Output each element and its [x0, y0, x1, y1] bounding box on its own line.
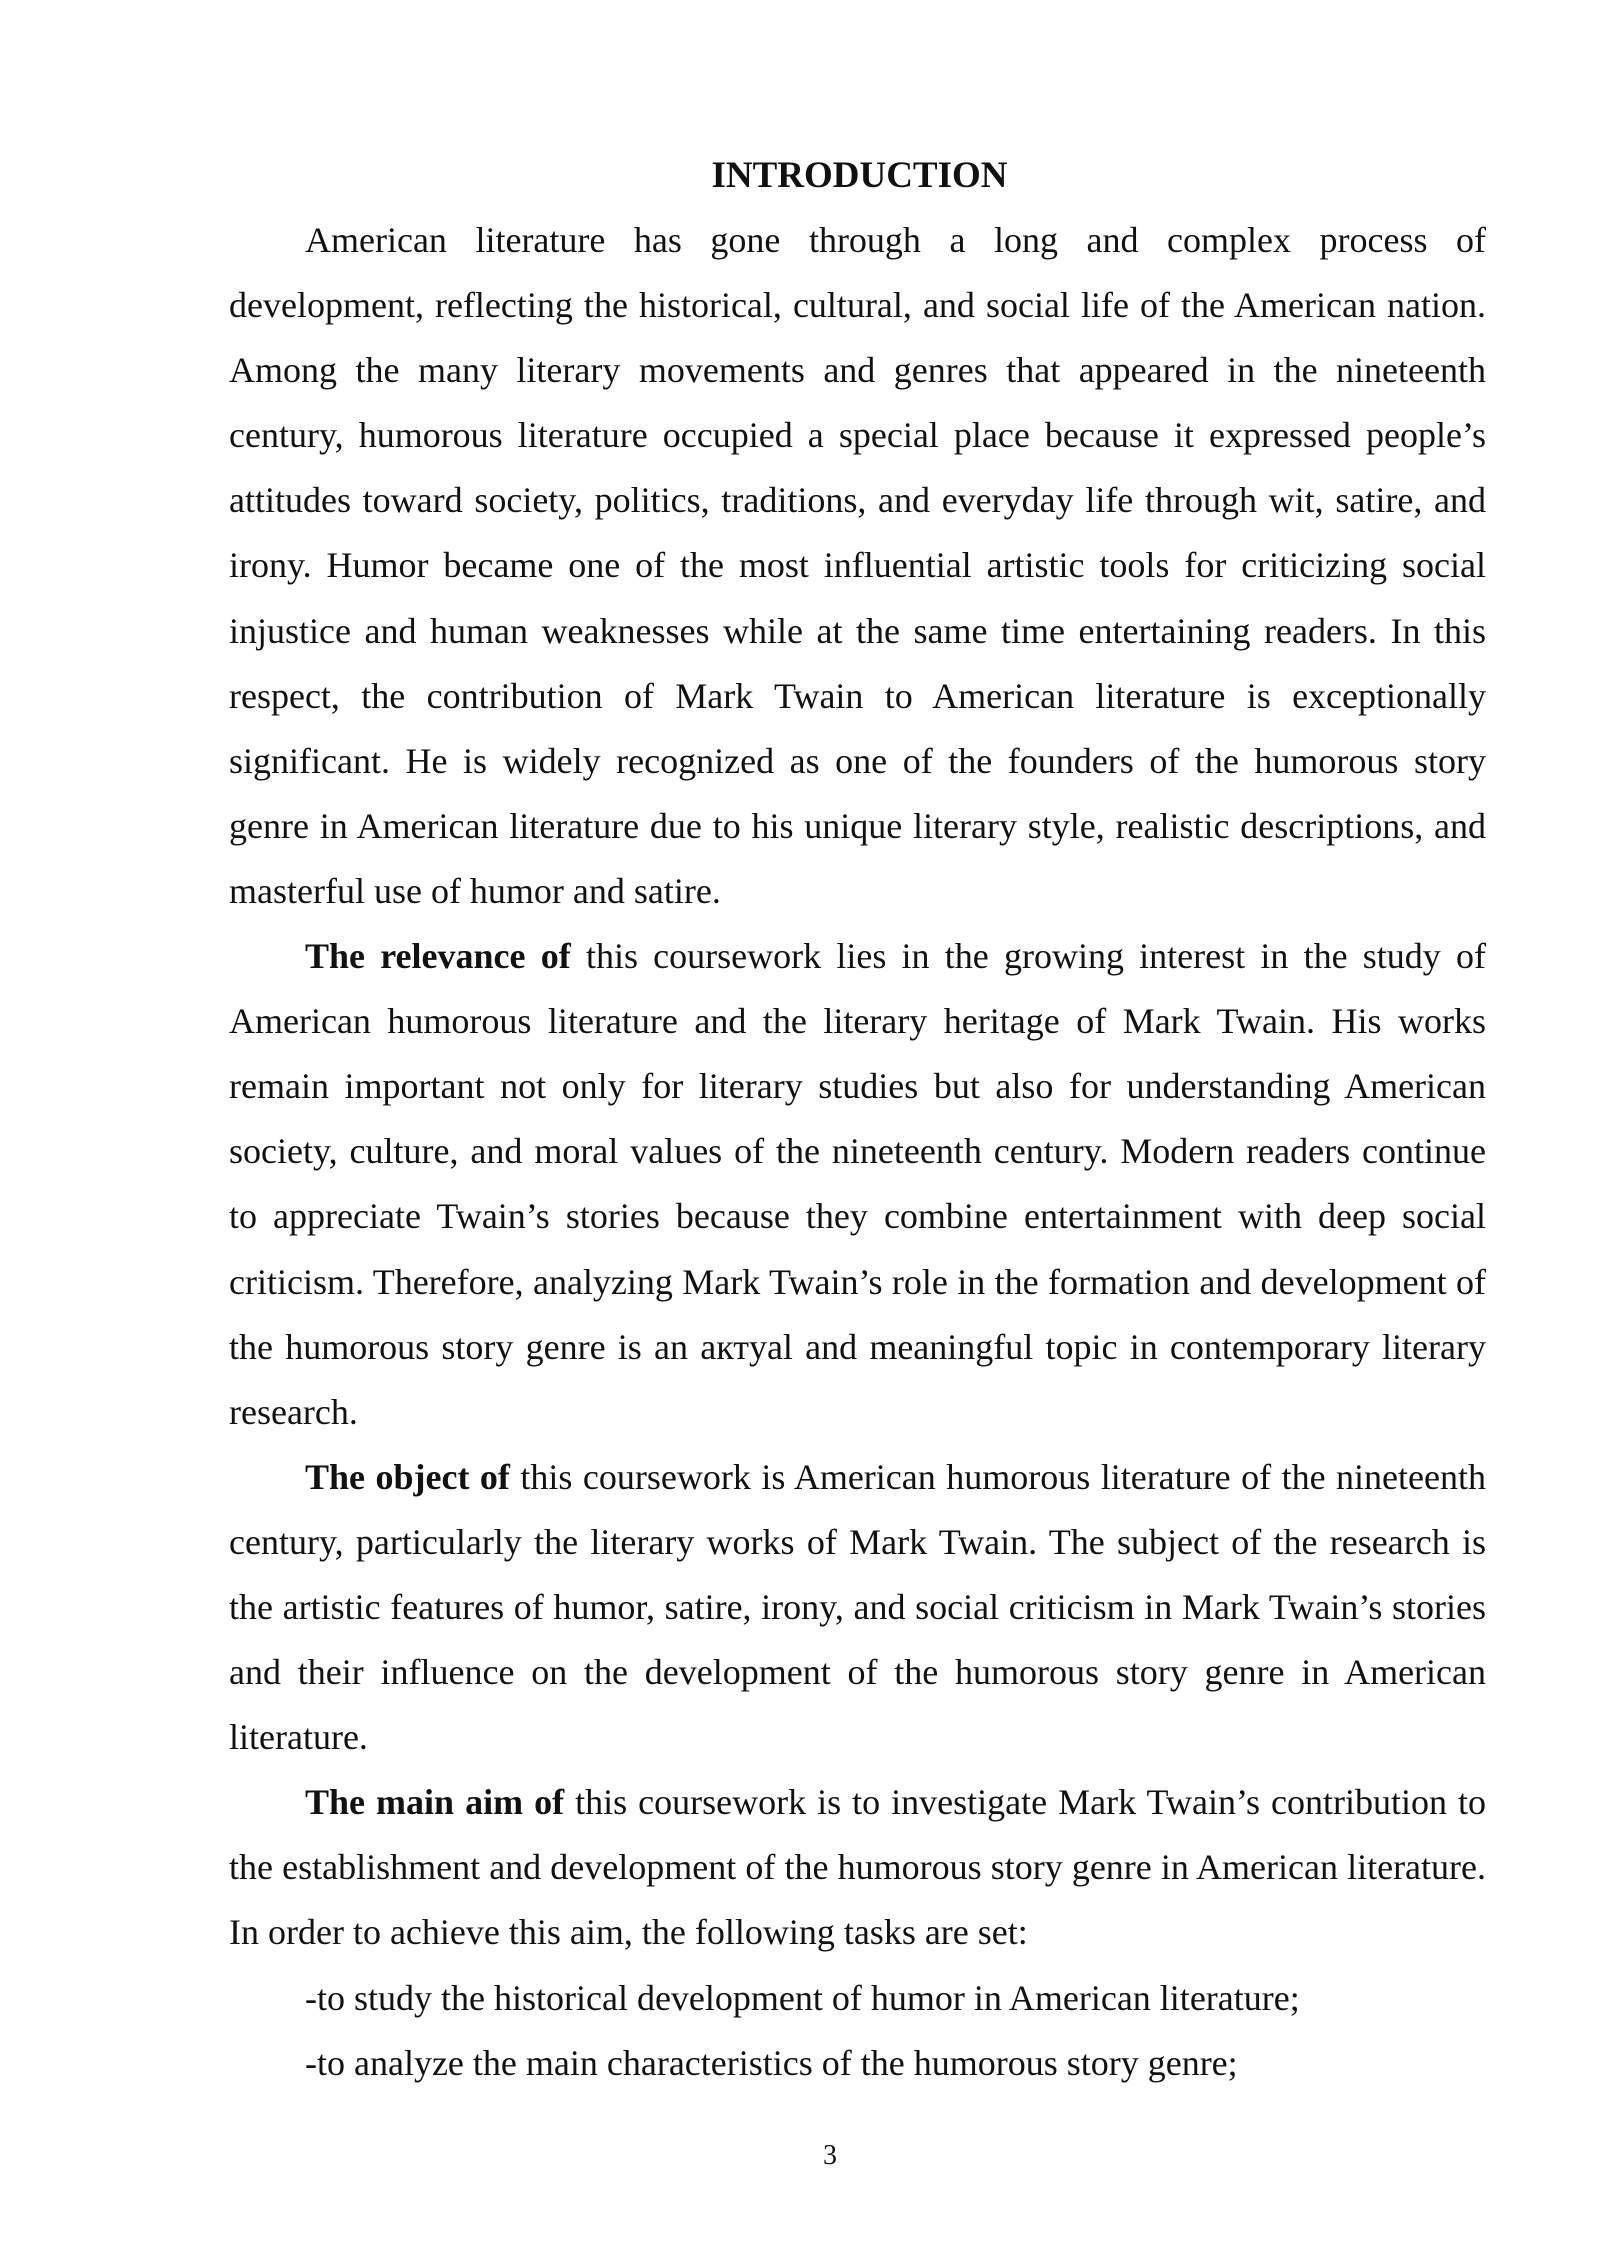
page-content — [229, 146, 1486, 2096]
relevance-lead: The relevance of — [305, 936, 571, 977]
aim-lead: The main aim of — [305, 1782, 565, 1823]
aim-text: this coursework is to investigate Mark Twain’s contribution to the establishment and development of the humorous story genre in American literature. In order to achieve this aim, the following tasks are set: — [229, 1782, 1486, 1953]
section-heading: INTRODUCTION — [711, 155, 1008, 196]
relevance-text: this coursework lies in the growing interest in the study of American humorous literature and the literary heritage of Mark Twain. His works remain important not only for literary studies but also for understanding American society, culture, and moral values of the nineteenth century. Modern readers continue to appreciate Twain’s stories because they combine entertainment with deep social criticism. Therefore, analyzing Mark Twain’s role in the formation and development of the humorous story genre is an актyal and meaningful topic in contemporary literary research. — [229, 936, 1486, 1432]
object-text: this coursework is American humorous literature of the nineteenth century, particularly the literary works of Mark Twain. The subject of the research is the artistic features of humor, satire, irony, and social criticism in Mark Twain’s stories and their influence on the development of the humorous story genre in American literature. — [229, 1456, 1486, 1758]
relevance-paragraph — [229, 924, 1486, 1445]
task-item: -to analyze the main characteristics of the humorous story genre; — [305, 2042, 1238, 2083]
page-number: 3 — [823, 2140, 837, 2171]
paragraph-text: American literature has gone through a long and complex process of development, reflecting the historical, cultural, and social life of the American nation. Among the many literary movements and genres that appeared in the nineteenth century, humorous literature occupied a special place because it expressed people’s attitudes toward society, politics, traditions, and everyday life through wit, satire, and irony. Humor became one of the most influential artistic tools for criticizing social injustice and human weaknesses while at the same time entertaining readers. In this respect, the contribution of Mark Twain to American literature is exceptionally significant. He is widely recognized as one of the founders of the humorous story genre in American literature due to his unique literary style, realistic descriptions, and masterful use of humor and satire. — [229, 220, 1486, 911]
task-item: -to study the historical development of humor in American literature; — [305, 1977, 1300, 2018]
aim-paragraph — [229, 1770, 1486, 1965]
object-lead: The object of — [305, 1456, 510, 1497]
object-paragraph — [229, 1445, 1486, 1770]
intro-paragraph — [229, 208, 1486, 924]
